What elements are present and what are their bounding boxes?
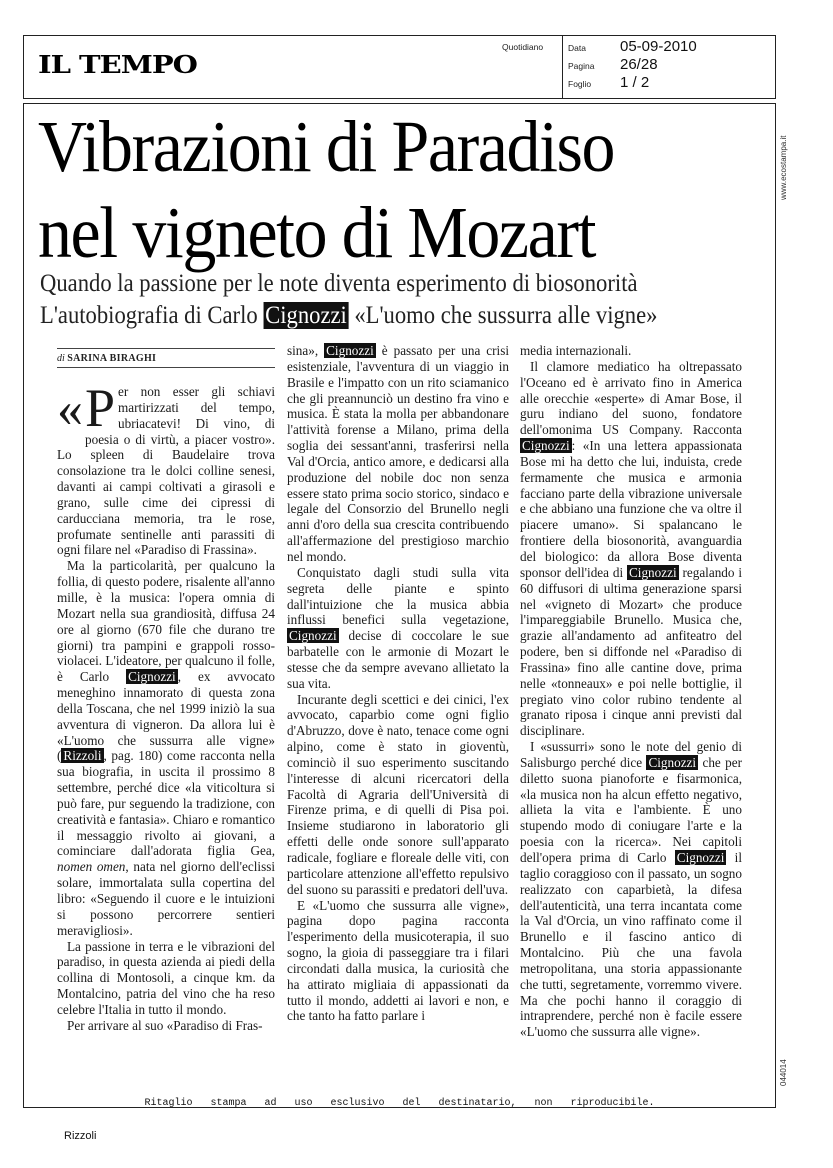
paragraph: sina», Cignozzi è passato per una crisi esistenziale, l'avventura di un viaggio in Brasile e l'impatto con un rito sciamanico che gli preannunciò un destino fra vino e musica. È stata la molla per abbandonare l'attività forense a Milano, prima della soglia dei sessant'anni, trasferirsi nella Val d'Orcia, antico amore, e dedicarsi alla produzione del nobile doc non senza essere stato prima socio storico, sindaco e legale del Consorzio del Brunello negli anni d'oro della sua crescita contribuendo all'affermazione del prestigioso marchio nel mondo. bbox=[287, 343, 509, 564]
byline bbox=[57, 348, 275, 368]
meta-row-page bbox=[568, 56, 697, 74]
paragraph: La passione in terra e le vibrazioni del paradiso, in questa azienda ai piedi della collina di Montosoli, a cinque km. da Montalcino, patria del vino che ha reso celebre l'Italia in tutto il mondo. bbox=[57, 938, 275, 1017]
footer-notice: Ritaglio stampa ad uso esclusivo del destinatario, non riproducibile. bbox=[144, 1098, 655, 1109]
source-label: Rizzoli bbox=[64, 1130, 97, 1142]
meta-row-sheet bbox=[568, 74, 697, 92]
byline-author: SARINA BIRAGHI bbox=[67, 353, 157, 364]
meta-value: 1 / 2 bbox=[620, 74, 650, 91]
paragraph: Conquistato dagli studi sulla vita segreta delle piante e spinto dall'intuizione che la musica abbia influssi benefici sulla vegetazione, Cignozzi decise di coccolare le sue barbatelle con le armonie di Mozart le stesse che da sempre avevano allietato la sua vita. bbox=[287, 564, 509, 691]
meta-row-date bbox=[568, 38, 697, 56]
paragraph: « P er non esser gli schiavi martirizzati del tempo, ubriacatevi! Di vino, di poesia o di virtù, a piacer vostro». Lo spleen di Baudelaire trova consolazione tra le dolci colline senesi, davanti ai campi coltivati a girasoli e grano, sulle cime dei cipressi di carducciana memoria, tra le rose, profumate sentinelle anti parassiti di ogni filare nel «Paradiso di Frassina». bbox=[57, 378, 275, 558]
column-2 bbox=[287, 343, 509, 1024]
side-url: www.ecostampa.it bbox=[779, 135, 788, 200]
header-divider bbox=[562, 36, 563, 98]
meta-label: Foglio bbox=[568, 79, 592, 89]
byline-prefix: di bbox=[57, 353, 65, 364]
highlighted-name: Cignozzi bbox=[326, 343, 374, 358]
column-3 bbox=[520, 343, 742, 1040]
highlighted-name: Cignozzi bbox=[128, 669, 176, 685]
subtitle-line-2-post: «L'uomo che sussurra alle vigne» bbox=[348, 302, 658, 329]
paragraph: I «sussurri» sono le note del genio di Salisburgo perché dice Cignozzi che per diletto suona pianoforte e fisarmonica, «la musica non ha alcun effetto negativo, allieta la vita e l'ambiente. È uno stupendo modo di coniugare l'arte e la poesia con la ricerca». Nei capitoli dell'opera prima di Carlo Cignozzi il taglio coraggioso con il passato, un sogno realizzato con caparbietà, la difesa dell'autenticità, una terra incantata come la Val d'Orcia, un vino raffinato come il Brunello e il fascino antico di Montalcino. Più che una favola metropolitana, una storia appassionante che tutti, segretamente, vorremmo vivere. Ma che pochi hanno il coraggio di intraprendere, perché non è facile essere «L'uomo che sussurra alle vigne». bbox=[520, 739, 742, 1040]
subtitle-line-2-pre: L'autobiografia di Carlo bbox=[40, 302, 264, 329]
subtitle-line-1: Quando la passione per le note diventa esperimento di biosonorità bbox=[40, 270, 638, 297]
title-line-2: nel vigneto di Mozart bbox=[38, 192, 596, 273]
highlighted-name: Cignozzi bbox=[676, 850, 725, 865]
publication-type: Quotidiano bbox=[502, 42, 544, 52]
meta-label: Pagina bbox=[568, 61, 595, 71]
paragraph: media internazionali. bbox=[520, 343, 632, 358]
paragraph: Ma la particolarità, per qualcuno la follia, di questo podere, risalente all'anno mille, è la musica: l'opera omnia di Mozart nella sua grandiosità, diffusa 24 ore al giorno (670 file che durano tre giorni) tra pampini e grappoli rosso-violacei. L'ideatore, per qualcuno il folle, è Carlo Cignozzi , ex avvocato meneghino innamorato di questa zona della Toscana, che nel 1999 iniziò la sua avventura di vigneron. Da allora lui è «L'uomo che sussurra alle vigne» ( Rizzoli , pag. 180) come racconta nella sua biografia, in uscita il prossimo 8 settembre, perché dice «la viticoltura si può fare, pur seguendo la tradizione, con creatività e fantasia». Chiaro e romantico il messaggio rivolto ai giovani, a cominciare dall'adorata figlia Gea, nomen omen, nata nel giorno dell'eclissi solare, immortalata sulla copertina del libro: «Seguendo il cuore e le intuizioni si possono percorrere sentieri meravigliosi». bbox=[57, 558, 275, 938]
title-line-1: Vibrazioni di Paradiso bbox=[38, 106, 615, 187]
highlighted-name: Cignozzi bbox=[289, 628, 337, 644]
highlighted-name: Cignozzi bbox=[522, 438, 570, 454]
highlighted-name: Cignozzi bbox=[648, 754, 697, 770]
highlighted-name: Cignozzi bbox=[629, 564, 677, 580]
paragraph: Il clamore mediatico ha oltrepassato l'Oceano ed è arrivato fino in America alle orecchie «esperte» di Amar Bose, il guru indiano del suono, fondatore dell'omonima US Company. Racconta Cignozzi : «In una lettera appassionata Bose mi ha detto che lui, induista, crede fermamente che musica e armonia facciano parte della vibrazione universale e che abbiano una funzione che va oltre il piacere umano». Si spalancano le frontiere della biosonorità, avanguardia del biologico: da allora Bose diventa sponsor dell'idea di Cignozzi regalando i 60 diffusori di ultima generazione sparsi nel «vigneto di Mozart» che produce l'impareggiabile Brunello. Musica che, grazie all'andamento ad anfiteatro del podere, ben si diffonde nel «Paradiso di Frassina» fino alle cantine dove, prima nelle «tonneaux» e poi nelle bottiglie, il pregiato vino color rubino tendente al granato riposa i cinque anni previsti dal disciplinare. bbox=[520, 358, 743, 739]
drop-cap: P bbox=[85, 378, 116, 438]
meta-value: 05-09-2010 bbox=[620, 38, 697, 55]
paragraph: Per arrivare al suo «Paradiso di Fras- bbox=[67, 1017, 263, 1033]
paragraph: Incurante degli scettici e dei cinici, l'ex avvocato, caparbio come ogni figlio d'Abruzzo, dove è nato, tenace come ogni alpino, come è stato in gioventù, cominciò il suo esperimento suscitando l'interesse di alcuni ricercatori della Facoltà di Agraria dell'Università di Firenze prima, e di quelli di Pisa poi. Insieme studiarono in laboratorio gli effetti delle onde sonore sull'apparato radicale, fogliare e floreale delle viti, con particolare attenzione all'effetto repulsivo del suono su parassiti e predatori dell'uva. bbox=[287, 691, 509, 897]
drop-quote: « bbox=[57, 381, 83, 438]
article-subtitle bbox=[40, 268, 710, 332]
header-box bbox=[23, 35, 776, 99]
masthead-logo: IL TEMPO bbox=[38, 50, 197, 79]
highlighted-publisher: Rizzoli bbox=[63, 748, 102, 764]
article-title bbox=[38, 104, 614, 276]
paragraph: E «L'uomo che sussurra alle vigne», pagina dopo pagina racconta l'esperimento della musicoterapia, il suo sogno, la gioia di passeggiare tra i filari circondati dalla musica, la curiosità che ha attirato migliaia di appassionati da tutto il mondo, addetti ai lavori e non, e che tanto ha fatto parlare i bbox=[287, 897, 509, 1024]
meta-label: Data bbox=[568, 43, 586, 53]
meta-value: 26/28 bbox=[620, 56, 658, 73]
column-1 bbox=[57, 378, 275, 1034]
highlighted-name: Cignozzi bbox=[265, 302, 347, 329]
header-meta bbox=[568, 38, 697, 92]
